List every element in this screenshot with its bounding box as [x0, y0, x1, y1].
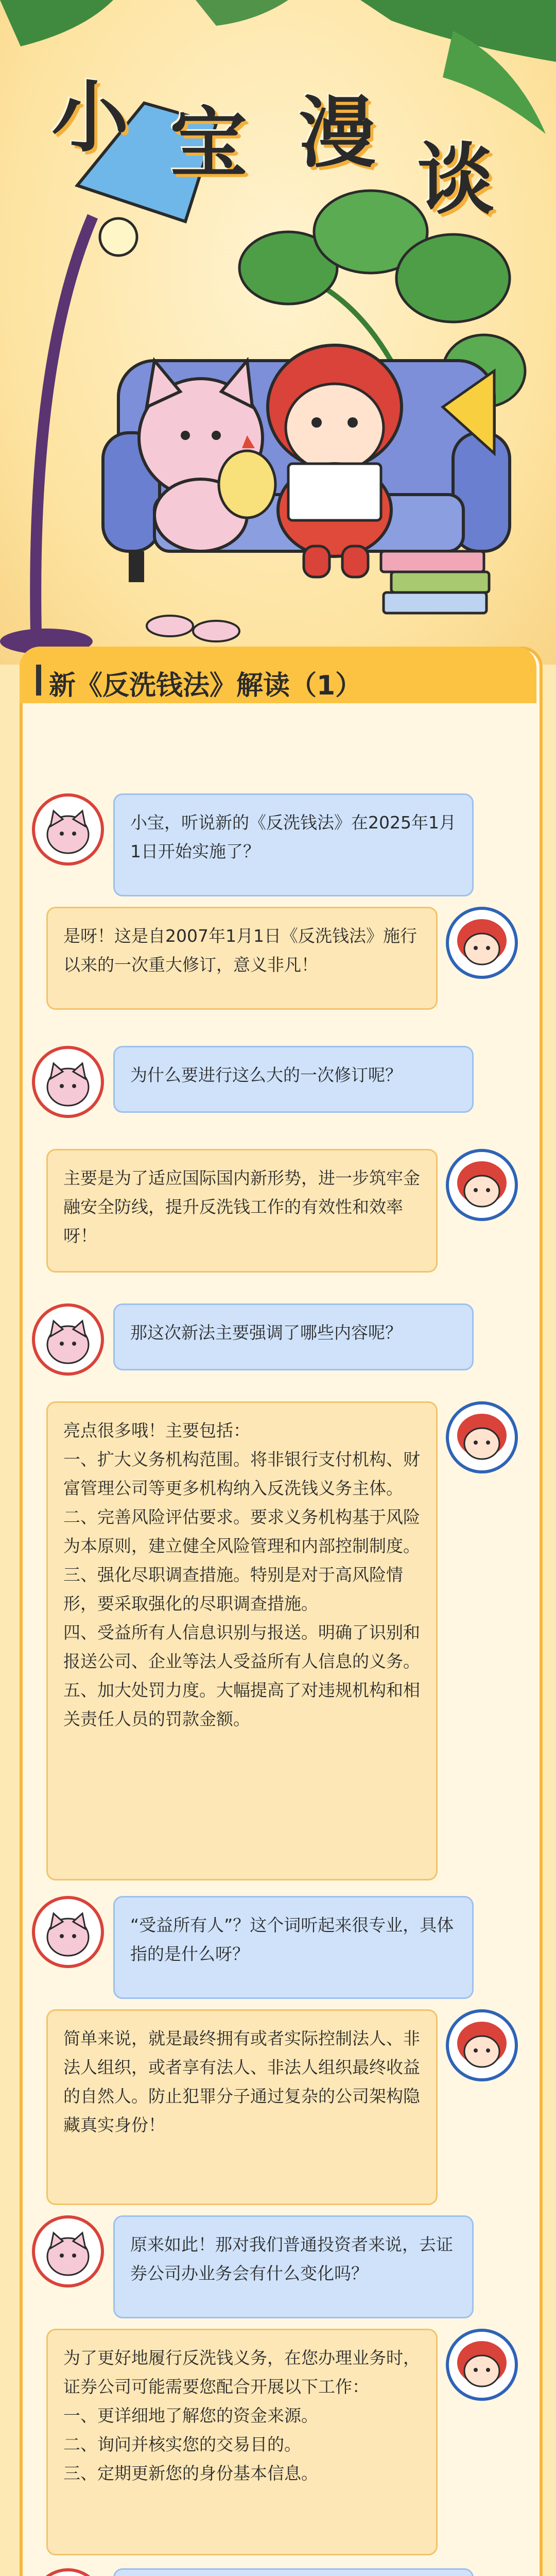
boy-avatar — [446, 1149, 518, 1221]
dialogue-bubble-cat: 原来如此！那对我们普通投资者来说，去证券公司办业务会有什么变化吗？ — [113, 2215, 474, 2318]
dialogue-bubble-boy: 是呀！这是自2007年1月1日《反洗钱法》施行以来的一次重大修订，意义非凡！ — [46, 907, 438, 1010]
dialogue-bubble-cat: “受益所有人”？这个词听起来很专业，具体指的是什么呀？ — [113, 1896, 474, 1999]
dialogue-bubble-cat: 小宝，听说新的《反洗钱法》在2025年1月1日开始实施了？ — [113, 793, 474, 896]
cat-face-icon — [35, 1307, 101, 1372]
boy-face-icon — [449, 2012, 515, 2078]
hero-title-char-1: 小 — [51, 72, 129, 163]
dialogue-bubble-boy: 亮点很多哦！主要包括： 一、扩大义务机构范围。将非银行支付机构、财富管理公司等更多机构纳入反洗钱义务主体。 二、完善风险评估要求。要求义务机构基于风险为本原则，建立健全风险管理和内部控制制度。 三、强化尽职调查措施。特别是对于高风险情形，要采取强化的尽职调查措施。 四、受益所有人信息识别与报送。明确了识别和报送公司、企业等法人受益所有人信息的义务。 五、加大处罚力度。大幅提高了对违规机构和相关责任人员的罚款金额。 — [46, 1401, 438, 1880]
boy-face-icon — [449, 910, 515, 976]
cat-avatar — [32, 793, 104, 866]
dialogue-bubble-cat: 为什么要进行这么大的一次修订呢？ — [113, 1046, 474, 1113]
hero-title-char-2: 宝 — [169, 98, 247, 189]
cat-face-icon — [35, 1049, 101, 1115]
cat-avatar — [32, 1046, 104, 1118]
cat-face-icon — [35, 796, 101, 862]
cat-face-icon — [35, 2218, 101, 2284]
cat-avatar — [32, 1303, 104, 1376]
boy-avatar — [446, 2329, 518, 2401]
hero-title-char-4: 谈 — [416, 134, 494, 225]
books-stack — [381, 551, 489, 613]
boy-avatar — [446, 2009, 518, 2081]
article-title: 新《反洗钱法》解读（1） — [49, 670, 362, 701]
hero-title-char-3: 漫 — [298, 88, 376, 178]
boy-face-icon — [449, 1152, 515, 1218]
dialogue-bubble-boy: 简单来说，就是最终拥有或者实际控制法人、非法人组织，或者享有法人、非法人组织最终收益的自然人。防止犯罪分子通过复杂的公司架构隐藏真实身份！ — [46, 2009, 438, 2205]
dialogue-bubble-boy: 主要是为了适应国际国内新形势，进一步筑牢金融安全防线，提升反洗钱工作的有效性和效率呀！ — [46, 1149, 438, 1273]
dialogue-bubble-cat: 那这次新法主要强调了哪些内容呢？ — [113, 1303, 474, 1370]
cat-avatar — [32, 1896, 104, 1968]
slippers — [147, 616, 239, 641]
boy-avatar — [446, 907, 518, 979]
dialogue-bubble-cat — [113, 2568, 474, 2576]
cat-avatar — [32, 2215, 104, 2287]
hero-illustration — [0, 0, 556, 665]
dialogue-bubble-boy: 为了更好地履行反洗钱义务，在您办理业务时，证券公司可能需要您配合开展以下工作： 一、更详细地了解您的资金来源。 二、询问并核实您的交易目的。 三、定期更新您的身份基本信息。 — [46, 2329, 438, 2555]
boy-face-icon — [449, 1404, 515, 1470]
cat-face-icon — [35, 1899, 101, 1965]
boy-avatar — [446, 1401, 518, 1473]
boy-face-icon — [449, 2332, 515, 2398]
title-accent-bar — [36, 665, 41, 696]
